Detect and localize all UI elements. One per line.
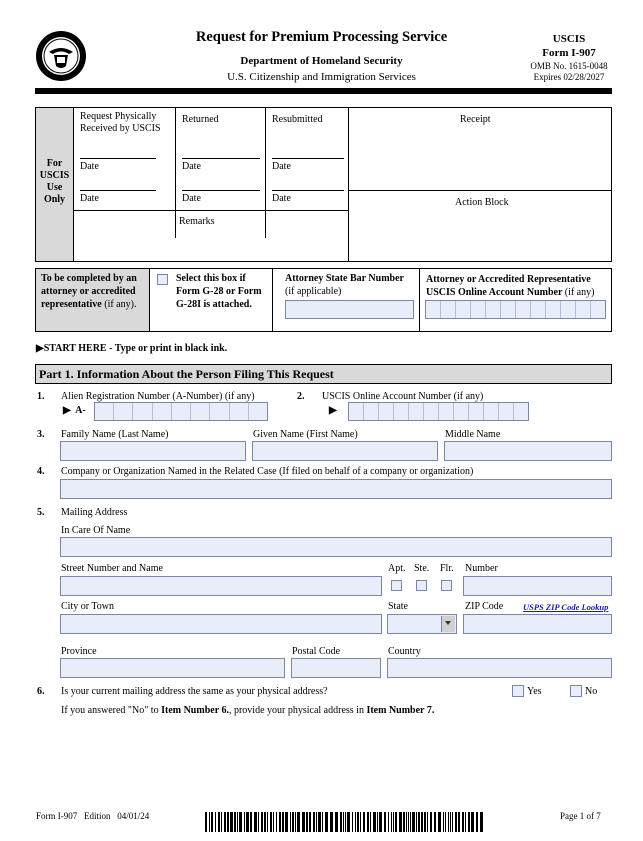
city-input[interactable] [60,614,382,634]
note-item-7: Item Number 7. [366,705,435,716]
state-select[interactable] [387,614,457,634]
middle-name-label: Middle Name [445,429,501,440]
barcode [205,812,485,832]
a-number-prefix: ▶ A- [63,405,86,416]
unit-number-label: Number [465,563,498,574]
no-label: No [585,686,598,697]
footer-page-number: Page 1 of 7 [560,811,601,821]
a-number-label: Alien Registration Number (A-Number) (if any) [61,391,255,402]
bar-number-label: Attorney State Bar Number [285,273,404,284]
divider [419,268,420,332]
request-received-label: Request Physically Received by USCIS [80,111,161,134]
signature-line [272,158,344,159]
omb-number: OMB No. 1615-0048 [530,61,608,71]
attorney-completed-by-text: To be completed by an attorney or accredited representative [41,273,137,310]
family-name-input[interactable] [60,441,246,461]
same-address-question: Is your current mailing address the same as your physical address? [61,686,328,697]
online-account-label [426,273,610,299]
form-number: Form I-907 [542,47,596,59]
flr-checkbox[interactable] [441,580,452,591]
mailing-address-label: Mailing Address [61,507,128,518]
date-label: Date [272,193,291,204]
signature-line [80,190,156,191]
given-name-label: Given Name (First Name) [253,429,358,440]
attorney-completed-by [41,272,147,311]
item-number: 4. [37,466,45,477]
postal-code-label: Postal Code [292,646,341,657]
in-care-of-input[interactable] [60,537,612,557]
receipt-label: Receipt [460,114,491,125]
divider [265,107,266,238]
action-block-label: Action Block [455,197,509,208]
item-number: 5. [37,507,45,518]
signature-line [272,190,344,191]
g28-select-label: Select this box if Form G-28 or Form G-28I is attached. [176,273,262,310]
attorney-online-account-input[interactable] [425,300,606,319]
postal-code-input[interactable] [291,658,381,678]
date-label: Date [182,161,201,172]
bar-number-input[interactable] [285,300,414,319]
same-address-no-checkbox[interactable] [570,685,582,697]
signature-line [182,190,260,191]
department-name: Department of Homeland Security [240,55,403,67]
zip-lookup-link[interactable]: USPS ZIP Code Lookup [523,602,609,612]
item-number: 2. [297,391,305,402]
note-text: If you answered "No" to [61,705,162,716]
divider [272,268,273,332]
uscis-label: USCIS [552,33,586,45]
apt-checkbox[interactable] [391,580,402,591]
divider [73,210,348,211]
returned-label: Returned [182,114,219,125]
ste-checkbox[interactable] [416,580,427,591]
part1-heading: Part 1. Information About the Person Filing This Request [39,367,334,381]
ste-label: Ste. [414,563,430,574]
same-address-yes-checkbox[interactable] [512,685,524,697]
yes-label: Yes [527,686,542,697]
signature-line [80,158,156,159]
signature-line [182,158,260,159]
province-label: Province [61,646,97,657]
company-name-label: Company or Organization Named in the Related Case (If filed on behalf of a company or organization) [61,466,474,477]
street-label: Street Number and Name [61,563,163,574]
office-use-label: For USCIS Use Only [39,158,70,205]
province-input[interactable] [60,658,285,678]
same-address-note [61,705,434,716]
country-input[interactable] [387,658,612,678]
item-number: 1. [37,391,45,402]
barcode-graphic [205,812,485,832]
item-number: 6. [37,686,45,697]
item-number: 3. [37,429,45,440]
state-label: State [388,601,408,612]
form-title: Request for Premium Processing Service [195,29,448,45]
header-rule [35,88,612,94]
online-account-number-label: USCIS Online Account Number (if any) [322,391,484,402]
g28-checkbox[interactable] [157,274,168,285]
date-label: Date [80,193,99,204]
flr-label: Flr. [440,563,454,574]
online-account-text: Attorney or Accredited Representative USCIS Online Account Number [426,274,591,298]
online-account-prefix: ▶ [329,405,337,416]
agency-name: U.S. Citizenship and Immigration Services [227,71,416,83]
in-care-of-label: In Care Of Name [61,525,131,536]
apt-label: Apt. [388,563,406,574]
given-name-input[interactable] [252,441,438,461]
attorney-if-any: (if any). [104,299,137,310]
date-label: Date [182,193,201,204]
resubmitted-label: Resubmitted [272,114,323,125]
street-input[interactable] [60,576,382,596]
online-account-if-any: (if any) [564,287,595,298]
divider [175,107,176,238]
note-text: , provide your physical address in [228,705,367,716]
chevron-down-icon[interactable] [441,616,455,632]
date-label: Date [80,161,99,172]
unit-number-input[interactable] [463,576,612,596]
zip-label: ZIP Code [465,601,504,612]
footer-edition: Form I-907 Edition 04/01/24 [36,811,150,821]
start-here: ▶START HERE - Type or print in black ink. [36,343,228,354]
date-label: Date [272,161,291,172]
bar-number-if-applicable: (if applicable) [285,286,342,297]
note-item-6: Item Number 6. [161,705,229,716]
expiration-date: Expires 02/28/2027 [533,72,605,82]
divider [348,107,349,262]
city-label: City or Town [61,601,115,612]
remarks-label: Remarks [179,216,215,227]
a-number-input[interactable] [94,402,268,421]
middle-name-input[interactable] [444,441,612,461]
zip-input[interactable] [463,614,612,634]
company-name-input[interactable] [60,479,612,499]
family-name-label: Family Name (Last Name) [61,429,169,440]
country-label: Country [388,646,421,657]
online-account-number-input[interactable] [348,402,529,421]
divider [348,190,612,191]
